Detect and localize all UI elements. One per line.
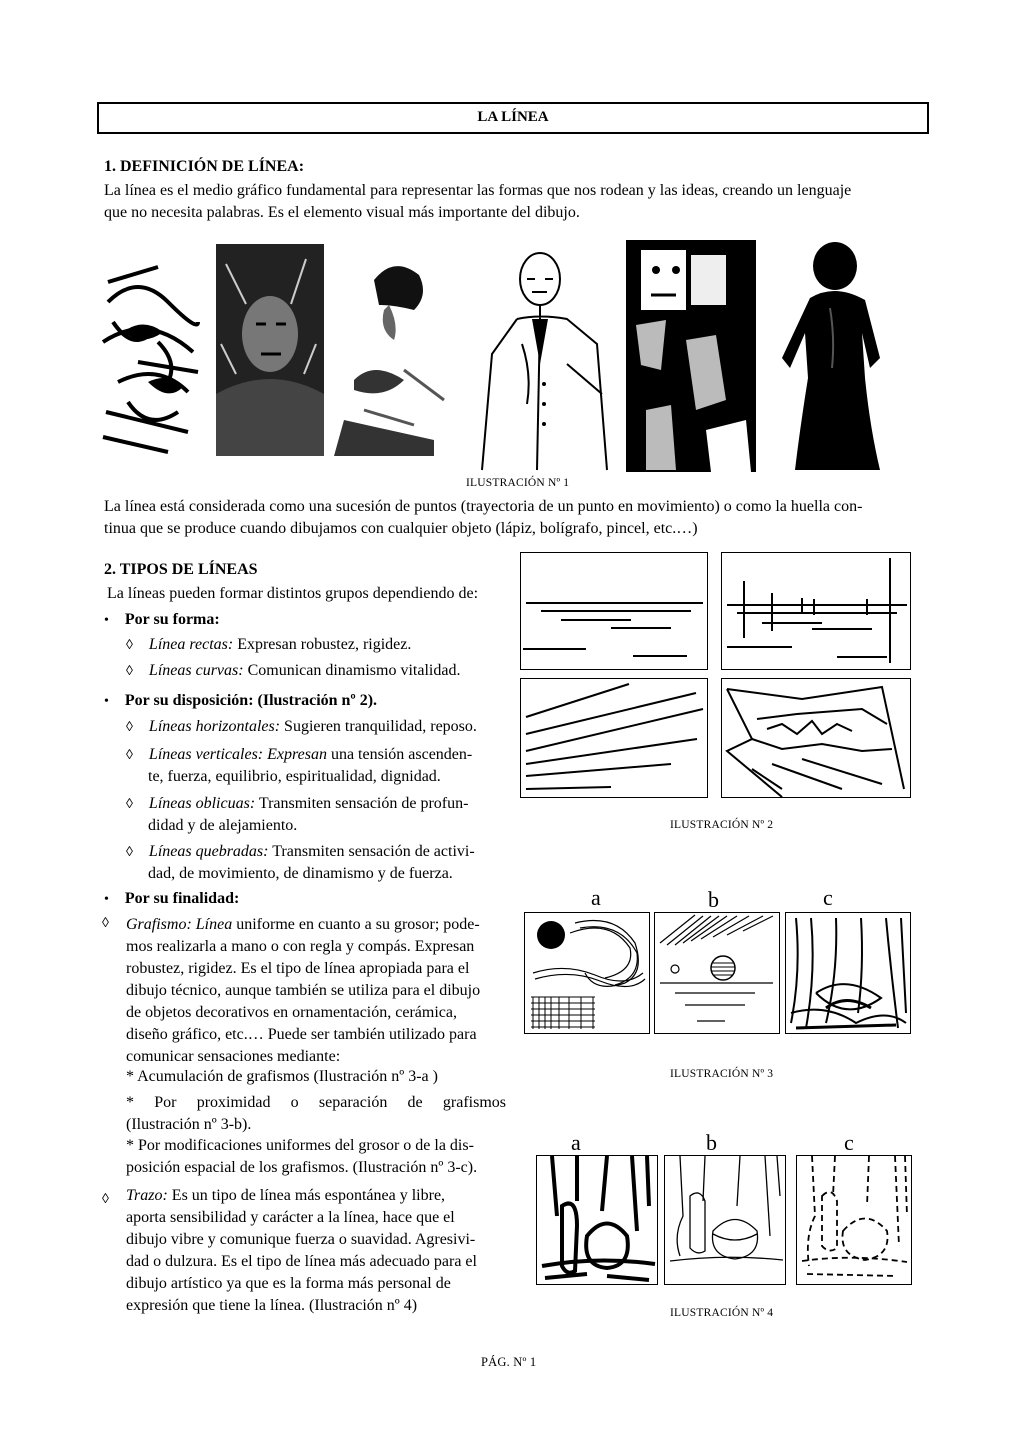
- forma-title: Por su forma:: [124, 611, 220, 628]
- oblique-lines-drawing: [521, 679, 707, 797]
- section1-paragraph: [104, 180, 924, 224]
- horizontales-term: Líneas horizontales:: [148, 718, 281, 735]
- illustration1-silhouette: [770, 238, 900, 470]
- illustration4-label-c: c: [844, 1130, 854, 1155]
- illustration3-label-b: b: [708, 887, 719, 912]
- curvas-desc: Comunican dinamismo vitalidad.: [243, 662, 461, 679]
- portrait-woman: [334, 250, 450, 456]
- diamond-icon: ◊: [102, 1192, 109, 1207]
- section1-heading: 1. DEFINICIÓN DE LÍNEA:: [104, 158, 305, 175]
- page-title: LA LÍNEA: [97, 102, 929, 134]
- rectas-desc: Expresan robustez, rigidez.: [233, 636, 412, 653]
- diamond-icon: ◊: [126, 720, 133, 735]
- grafismo-line: dibujo técnico, aunque también se utiliza para el dibujo: [126, 982, 481, 999]
- illustration2-horizontal-frame: [520, 552, 708, 670]
- modificaciones-line2: posición espacial de los grafismos. (Ilustración nº 3-c).: [126, 1159, 478, 1176]
- quebradas-desc1: Transmiten sensación de activi-: [268, 843, 475, 860]
- diamond-icon: ◊: [126, 748, 133, 763]
- proximidad-line1: * Por proximidad o separación de grafismos: [126, 1094, 506, 1111]
- illustration3-label-a: a: [591, 885, 601, 910]
- illustration3-a-frame: [524, 912, 650, 1034]
- grafismo-line: robustez, rigidez. Es el tipo de línea apropiada para el: [126, 960, 470, 977]
- grafismo-line: de objetos decorativos en ornamentación, cerámica,: [126, 1004, 457, 1021]
- proximity-drawing: [655, 913, 779, 1033]
- verticales-term: Líneas verticales: Expresan: [148, 746, 327, 763]
- grafismo-line: uniforme en cuanto a su grosor; pode-: [232, 916, 480, 933]
- rectas-term: Línea rectas:: [148, 636, 234, 653]
- bold-stroke-drawing: [537, 1156, 657, 1284]
- grafismo-line: comunicar sensaciones mediante:: [126, 1048, 341, 1065]
- bullet-icon: •: [104, 694, 109, 709]
- grafismo-paragraph: [126, 914, 506, 1068]
- verticales-desc1: una tensión ascenden-: [326, 746, 473, 763]
- page-number: PÁG. Nº 1: [481, 1355, 537, 1369]
- section1-line1: La línea es el medio gráfico fundamental para representar las formas que nos rodean y las ideas, creando un lenguaje: [104, 182, 852, 199]
- trazo-term: Trazo:: [126, 1187, 168, 1204]
- disposicion-verticales: [126, 744, 472, 767]
- portrait-cubist: [626, 240, 756, 472]
- proximidad-line2: (Ilustración nº 3-b).: [126, 1116, 252, 1133]
- trazo-line: expresión que tiene la línea. (Ilustración nº 4): [126, 1297, 418, 1314]
- curvas-term: Líneas curvas:: [148, 662, 244, 679]
- vertical-lines-drawing: [722, 553, 910, 669]
- trazo-line: dad o dulzura. Es el tipo de línea más adecuado para el: [126, 1253, 477, 1270]
- disposicion-quebradas: [126, 841, 475, 864]
- forma-curvas: [126, 660, 460, 683]
- illustration4-label-b: b: [706, 1130, 717, 1155]
- illustration3-label-c: c: [823, 885, 833, 910]
- forma-rectas: [126, 634, 411, 657]
- diamond-icon: ◊: [102, 916, 109, 931]
- forma-bullet-row: [104, 609, 220, 632]
- disposicion-horizontales: [126, 716, 477, 739]
- section2-intro: La líneas pueden formar distintos grupos dependiendo de:: [107, 585, 479, 602]
- disposicion-title: Por su disposición: (Ilustración nº 2).: [124, 692, 378, 709]
- illustration3-caption: ILUSTRACIÓN Nº 3: [670, 1068, 774, 1080]
- oblicuas-term: Líneas oblicuas:: [148, 795, 256, 812]
- section2-heading: 2. TIPOS DE LÍNEAS: [104, 561, 258, 578]
- modification-drawing: [786, 913, 910, 1033]
- trazo-line: aporta sensibilidad y carácter a la línea, hace que el: [126, 1209, 455, 1226]
- disposicion-bullet-row: [104, 690, 377, 713]
- modificaciones-line1: * Por modificaciones uniformes del grosor o de la dis-: [126, 1137, 474, 1154]
- trazo-paragraph: [126, 1185, 506, 1317]
- illustration1-drawings: [98, 240, 768, 472]
- disposicion-oblicuas: [126, 793, 468, 816]
- illustration4-label-a: a: [571, 1130, 581, 1155]
- quebradas-desc2: dad, de movimiento, de dinamismo y de fuerza.: [148, 865, 453, 882]
- section1-line2: que no necesita palabras. Es el elemento visual más importante del dibujo.: [104, 204, 580, 221]
- portrait-scribble: [98, 262, 204, 452]
- finalidad-title: Por su finalidad:: [124, 890, 240, 907]
- finalidad-bullet-row: [104, 888, 239, 911]
- horizontal-lines-drawing: [521, 553, 707, 669]
- diamond-icon: ◊: [126, 638, 133, 653]
- oblicuas-desc2: didad y de alejamiento.: [148, 817, 298, 834]
- illustration4-c-frame: [796, 1155, 912, 1285]
- trazo-line: dibujo vibre y comunique fuerza o suavidad. Agresivi-: [126, 1231, 476, 1248]
- portrait-man-line: [482, 244, 618, 470]
- illustration2-broken-frame: [721, 678, 911, 798]
- grafismo-term: Grafismo: Línea: [126, 916, 233, 933]
- diamond-icon: ◊: [126, 797, 133, 812]
- trazo-line: Es un tipo de línea más espontánea y libre,: [167, 1187, 446, 1204]
- illustration3-c-frame: [785, 912, 911, 1034]
- bullet-icon: •: [104, 892, 109, 907]
- grafismo-line: mos realizarla a mano o con regla y compás. Expresan: [126, 938, 475, 955]
- diamond-icon: ◊: [126, 664, 133, 679]
- illustration1-caption: ILUSTRACIÓN Nº 1: [466, 477, 570, 489]
- section1-para2-line2: tinua que se produce cuando dibujamos con cualquier objeto (lápiz, bolígrafo, pincel, etc.…): [104, 520, 698, 537]
- illustration2-vertical-frame: [721, 552, 911, 670]
- thin-stroke-drawing: [665, 1156, 785, 1284]
- illustration1: [98, 240, 768, 472]
- portrait-etching: [216, 244, 324, 456]
- illustration2-caption: ILUSTRACIÓN Nº 2: [670, 819, 774, 831]
- grafismo-line: diseño gráfico, etc.… Puede ser también utilizado para: [126, 1026, 477, 1043]
- verticales-desc2: te, fuerza, equilibrio, espiritualidad, dignidad.: [148, 768, 441, 785]
- horizontales-desc: Sugieren tranquilidad, reposo.: [280, 718, 477, 735]
- broken-lines-drawing: [722, 679, 910, 797]
- illustration4-caption: ILUSTRACIÓN Nº 4: [670, 1307, 774, 1319]
- bullet-icon: •: [104, 613, 109, 628]
- illustration2-oblique-frame: [520, 678, 708, 798]
- illustration4-b-frame: [664, 1155, 786, 1285]
- illustration4-a-frame: [536, 1155, 658, 1285]
- oblicuas-desc1: Transmiten sensación de profun-: [255, 795, 469, 812]
- acumulacion-text: * Acumulación de grafismos (Ilustración nº 3-a ): [126, 1068, 438, 1085]
- diamond-icon: ◊: [126, 845, 133, 860]
- illustration3-b-frame: [654, 912, 780, 1034]
- trazo-line: dibujo artístico ya que es la forma más personal de: [126, 1275, 451, 1292]
- quebradas-term: Líneas quebradas:: [148, 843, 269, 860]
- section1-para2-line1: La línea está considerada como una sucesión de puntos (trayectoria de un punto en movimiento) o como la huella con-: [104, 498, 863, 515]
- section1-paragraph2: [104, 496, 924, 540]
- accumulation-drawing: [525, 913, 649, 1033]
- dashed-stroke-drawing: [797, 1156, 911, 1284]
